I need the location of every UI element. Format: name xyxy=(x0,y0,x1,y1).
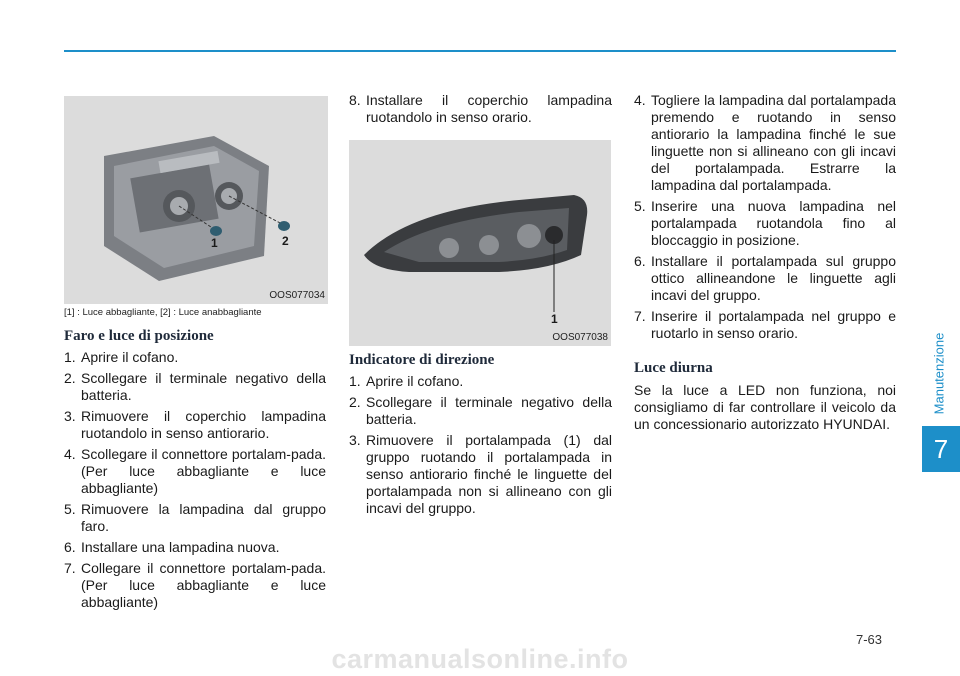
callout-1: 1 xyxy=(551,312,558,326)
list-item: 3. Rimuovere il coperchio lampadina ruotandolo in senso antiorario. xyxy=(64,408,326,441)
headlamp-illustration xyxy=(64,96,328,304)
list-item: 5. Rimuovere la lampadina dal gruppo faro. xyxy=(64,501,326,534)
turn-signal-figure xyxy=(349,140,611,346)
chapter-side-title: Manutenzione xyxy=(931,332,947,414)
callout-1: 1 xyxy=(211,236,218,250)
list-item: 2. Scollegare il terminale negativo della batteria. xyxy=(349,394,612,427)
column-1 xyxy=(64,307,326,611)
page-number: 7-63 xyxy=(856,632,883,647)
header-rule xyxy=(64,50,896,52)
column-3 xyxy=(634,92,896,433)
section-title-headlamp: Faro e luce di posizione xyxy=(64,328,214,344)
headlamp-figure xyxy=(64,96,328,304)
chapter-tab: 7 xyxy=(922,426,960,472)
list-item: 1. Aprire il cofano. xyxy=(349,373,464,389)
list-item: 3. Rimuovere il portalampada (1) dal gruppo ruotando il portalampada in senso antiorario finché le linguette del portalampada non si allineano con gli incavi del gruppo. xyxy=(349,432,612,516)
watermark: carmanualsonline.info xyxy=(331,644,629,674)
list-item: 6. Installare il portalampada sul gruppo ottico allineandone le linguette agli incavi del gruppo. xyxy=(634,253,896,303)
list-item: 7. Collegare il connettore portalam-pada. (Per luce abbagliante e luce abbagliante) xyxy=(64,560,326,610)
section-title-drl: Luce diurna xyxy=(634,360,713,376)
list-item: 5. Inserire una nuova lampadina nel portalampada ruotandola fino al bloccaggio in posizione. xyxy=(634,198,896,248)
list-item: 2. Scollegare il terminale negativo della batteria. xyxy=(64,370,326,403)
figure-code: OOS077034 xyxy=(269,290,325,301)
column-2 xyxy=(349,352,612,517)
figure-caption: [1] : Luce abbagliante, [2] : Luce anabbagliante xyxy=(64,307,262,318)
column-2-top xyxy=(349,92,612,126)
callout-2: 2 xyxy=(282,234,289,248)
list-item: 7. Inserire il portalampada nel gruppo e ruotarlo in senso orario. xyxy=(634,308,896,341)
list-item: 8. Installare il coperchio lampadina ruotandolo in senso orario. xyxy=(349,92,612,125)
drl-paragraph: Se la luce a LED non funziona, noi consigliamo di far controllare il veicolo da un concessionario autorizzato HYUNDAI. xyxy=(634,382,896,432)
step-list-turn-signal xyxy=(349,373,612,517)
figure-code: OOS077038 xyxy=(552,332,608,343)
list-item: 4. Scollegare il connettore portalam-pada. (Per luce abbagliante e luce abbagliante) xyxy=(64,446,326,496)
step-list-headlamp xyxy=(64,349,326,611)
list-item: 6. Installare una lampadina nuova. xyxy=(64,539,280,555)
turn-signal-illustration xyxy=(349,140,611,346)
list-item: 1. Aprire il cofano. xyxy=(64,349,179,365)
section-title-turn-signal: Indicatore di direzione xyxy=(349,352,495,368)
list-item: 4. Togliere la lampadina dal portalampada premendo e ruotando in senso antiorario la lampadina finché le sue linguette non si allineano con gli incavi del portalampada. Estrarre la lampadina dal portalampada. xyxy=(634,92,896,193)
